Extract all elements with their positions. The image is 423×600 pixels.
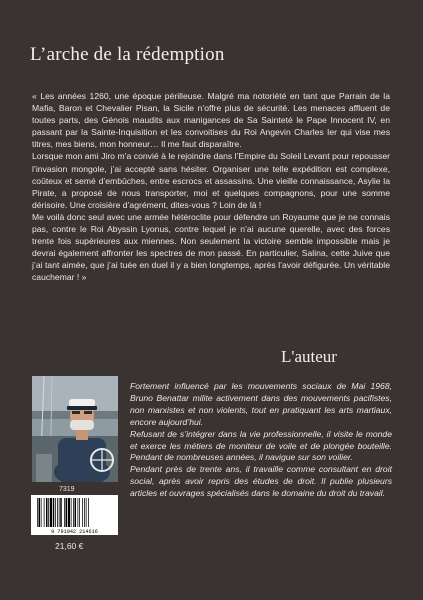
barcode-digits: 9 791042 214616 [51,529,98,535]
barcode-bar [64,498,65,527]
book-summary [32,90,390,284]
barcode-bar [44,498,45,527]
barcode-bar [60,498,62,527]
summary-paragraph: Lorsque mon ami Jiro m’a convié à le rejoindre dans l’Empire du Soleil Levant pour repousser l’invasion mongole, j’ai accepté sans hésiter. Organiser une telle expédition est complexe, coûteux et semé d’embûches, entre escrocs et assassins. Une vieille connaissance, Asylie la Pirate, a proposé de nous transporter, moi et quelques compagnons, pour une somme dérisoire. Une croisière d’agrément, dites-vous ? Loin de là ! [32,151,390,210]
barcode-bar [55,498,56,527]
barcode-bar [82,498,83,527]
barcode-bar [73,498,74,527]
barcode-bar [88,498,89,527]
barcode-bar [50,498,52,527]
summary-paragraph: Me voilà donc seul avec une armée hétéroclite pour défendre un Royaume que je ne connais pas, contre le Roi Abyssin Lyonus, contre lequel je n’ai aucune querelle, avec des forces trente fois supérieures aux miennes. Non seulement la victoire semble impossible mais je devrai également affronter les spectres de mon passé. En particulier, Salina, cette Juive que j’ai tant aimée, que j’ai tuée en duel il y a bien longtemps, après l’avoir défigurée. Un véritable cauchemar ! » [32,211,390,283]
barcode-bar [84,498,85,527]
barcode-bar [71,498,72,527]
bio-paragraph: Fortement influencé par les mouvements sociaux de Mai 1968, Bruno Benattar milite activement dans des mouvements pacifistes, non marxistes et non violents, tout en pratiquant les arts martiaux, encore aujourd’hui. [130,381,392,427]
barcode-bar [48,498,49,527]
isbn-barcode [31,495,118,535]
barcode-bar [39,498,41,527]
author-bio [130,381,392,500]
price: 21,60 € [55,541,84,551]
book-title: L’arche de la rédemption [30,44,225,65]
summary-paragraph: « Les années 1260, une époque périlleuse. Malgré ma notoriété en tant que Parrain de la Mafia, Baron et Chevalier Pisan, la Sicile n’offre plus de sécurité. Les menaces affluent de toutes parts, des Génois maudits aux manigances de Sa Sainteté le Pape Innocent IV, en passant par la Sainte-Inquisition et les convoitises du Roi Angevin Charles Ier qui vise mes titres, mes biens, mon honneur… Il me faut disparaître. [32,91,390,150]
barcode-bar [59,498,60,527]
barcode-bar [57,498,58,527]
barcode-bar [37,498,38,527]
barcode-bar [53,498,55,527]
barcode-bar [41,498,42,527]
barcode-bar [79,498,80,527]
author-photo [32,376,118,482]
catalog-code: 7319 [59,486,75,493]
barcode-bar [46,498,48,527]
bio-paragraph: Refusant de s’intégrer dans la vie professionnelle, il visite le monde et exerce les métiers de moniteur de voile et de plongée bouteille. Pendant de nombreuses années, il navigue sur son voilier. [130,428,392,463]
barcode-bar [78,498,79,527]
author-heading: L'auteur [281,347,337,366]
barcode-bar [66,498,68,527]
barcode-bar [75,498,77,527]
bio-paragraph: Pendant près de trente ans, il travaille comme consultant en droit social, après avoir repris des études de droit. Il publie plusieurs articles et ouvrages spécialisés dans le domaine du droit du travail. [130,464,392,499]
barcode-bar [86,498,87,527]
barcode-bar [68,498,70,527]
